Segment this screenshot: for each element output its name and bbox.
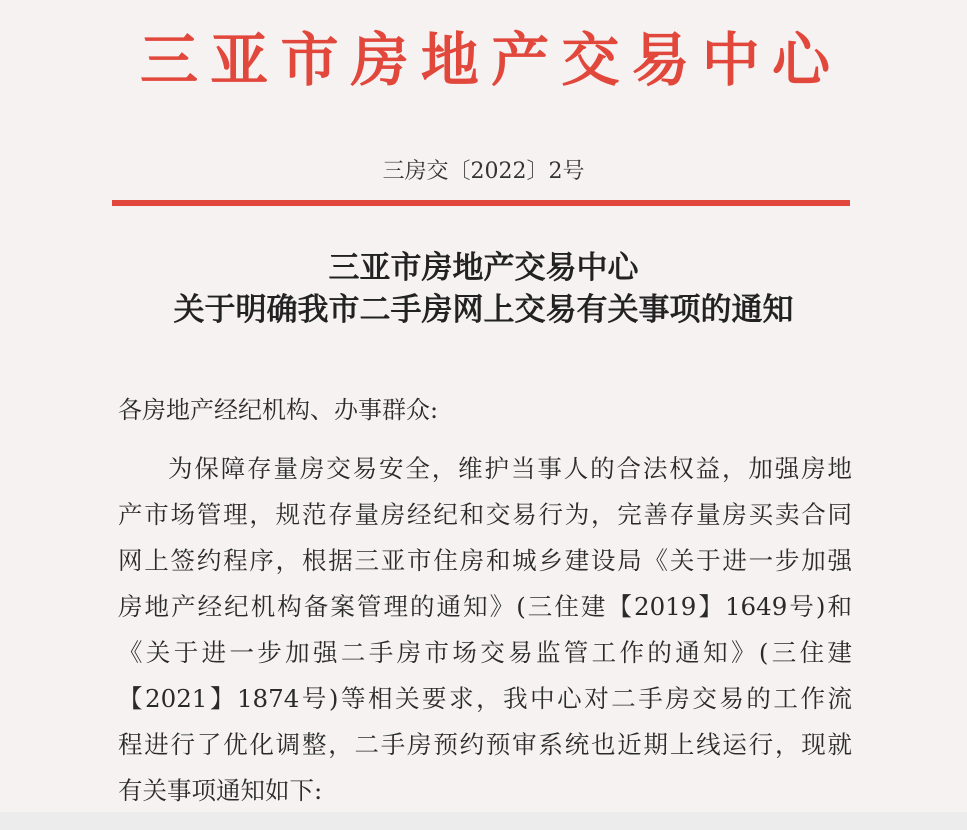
body-line: 程进行了优化调整，二手房预约预审系统也近期上线运行，现就 (118, 730, 852, 759)
bottom-bar (0, 812, 967, 830)
body-line: 《关于进一步加强二手房市场交易监管工作的通知》(三住建 (118, 638, 852, 667)
body-line: 房地产经纪机构备案管理的通知》(三住建【2019】1649号)和 (118, 592, 852, 621)
body-line: 有关事项通知如下: (118, 776, 323, 805)
body-line: 为保障存量房交易安全，维护当事人的合法权益，加强房地 (168, 454, 852, 483)
red-divider (112, 200, 850, 206)
body-line: 【2021】1874号)等相关要求，我中心对二手房交易的工作流 (118, 684, 852, 713)
body-line: 网上签约程序，根据三亚市住房和城乡建设局《关于进一步加强 (118, 546, 852, 575)
body-line: 产市场管理，规范存量房经纪和交易行为，完善存量房买卖合同 (118, 500, 852, 529)
document-title-line-1: 三亚市房地产交易中心 (328, 250, 639, 286)
salutation: 各房地产经纪机构、办事群众: (118, 396, 439, 424)
document-number: 三房交〔2022〕2号 (382, 159, 585, 184)
issuing-organization-header: 三亚市房地产交易中心 (140, 26, 830, 94)
document-title-line-2: 关于明确我市二手房网上交易有关事项的通知 (173, 292, 794, 328)
body-paragraph (118, 446, 852, 814)
